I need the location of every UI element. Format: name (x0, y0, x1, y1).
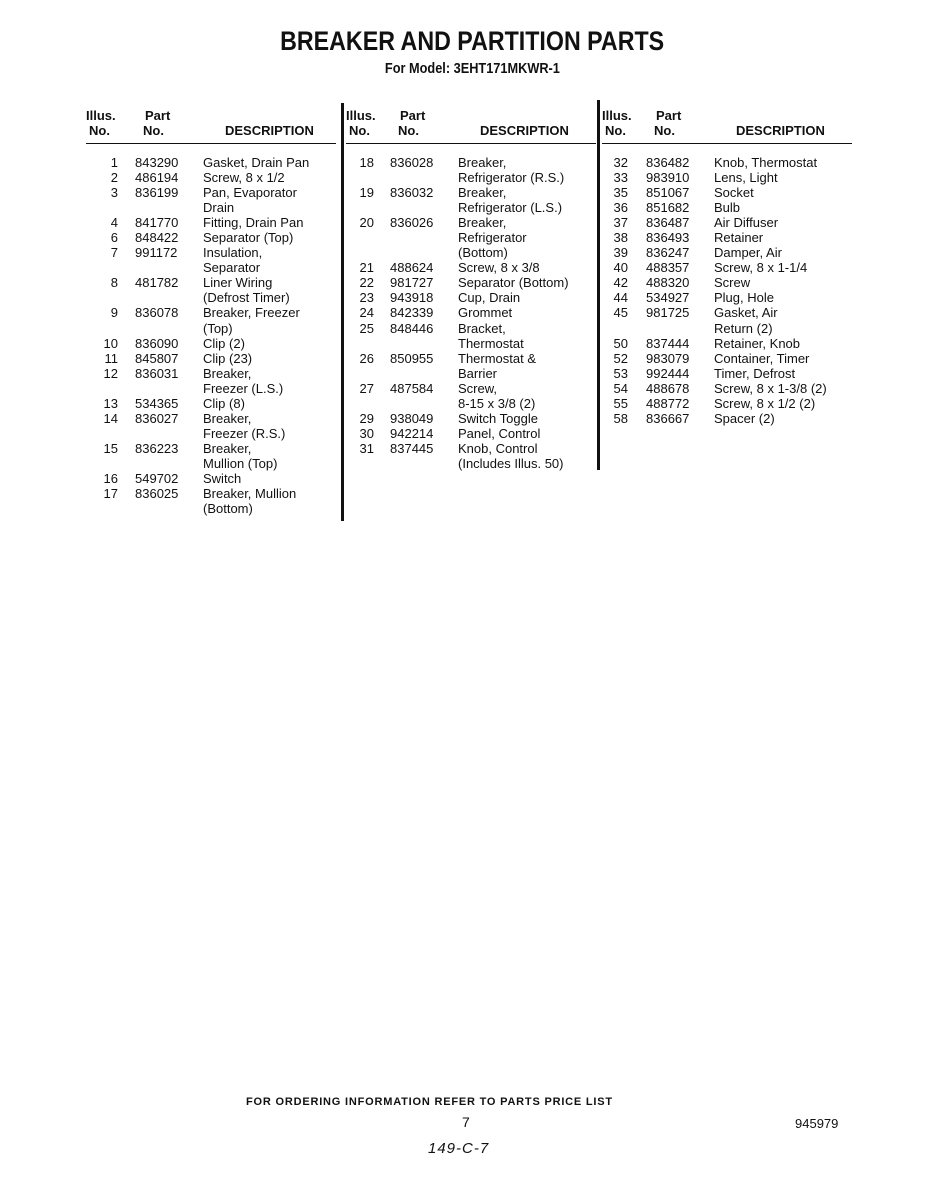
part-description: Liner Wiring (203, 275, 273, 291)
table-row (602, 230, 852, 245)
illus-number: 14 (103, 410, 118, 426)
table-row (346, 441, 596, 471)
part-number: 983910 (646, 170, 690, 186)
part-number: 488624 (390, 260, 434, 276)
part-number: 845807 (135, 350, 179, 366)
row-line (346, 290, 596, 305)
part-description: Pan, Evaporator (203, 185, 297, 201)
row-line (86, 351, 336, 366)
row-line (602, 321, 852, 336)
table-row (602, 155, 852, 170)
table-row (86, 230, 336, 245)
illus-number: 35 (613, 185, 628, 201)
part-number: 842339 (390, 305, 434, 321)
part-number: 843290 (135, 155, 179, 170)
part-number: 848446 (390, 320, 434, 336)
table-row (602, 260, 852, 275)
illus-number: 15 (103, 440, 118, 456)
part-description: Screw (714, 275, 751, 291)
document-number: 945979 (795, 1116, 839, 1131)
description-header: DESCRIPTION (736, 123, 825, 138)
illus-number: 17 (103, 486, 118, 502)
row-line (86, 155, 336, 170)
illus-number: 12 (103, 365, 118, 381)
table-row (602, 305, 852, 335)
description-header: DESCRIPTION (225, 123, 314, 138)
description-header: DESCRIPTION (480, 123, 569, 138)
part-description: Plug, Hole (714, 290, 774, 306)
part-number: 938049 (390, 410, 434, 426)
part-number: 981725 (646, 305, 690, 321)
part-description: Separator (Top) (203, 230, 294, 246)
part-description: 8-15 x 3/8 (2) (458, 395, 536, 411)
table-row (346, 411, 596, 426)
part-description: Spacer (2) (714, 410, 775, 426)
row-line (346, 185, 596, 200)
row-line (602, 155, 852, 170)
illus-number: 50 (613, 335, 628, 351)
row-line (346, 245, 596, 260)
table-row (602, 396, 852, 411)
table-row (86, 471, 336, 486)
table-row (346, 351, 596, 381)
table-header (86, 108, 336, 144)
table-row (346, 305, 596, 320)
part-number: 534365 (135, 395, 179, 411)
part-description: Knob, Thermostat (714, 155, 818, 170)
part-number: 836487 (646, 215, 690, 231)
part-description: Screw, (458, 380, 498, 396)
part-header-line2: No. (654, 123, 675, 138)
part-number: 836493 (646, 230, 690, 246)
part-description: Drain (203, 200, 235, 216)
table-header (602, 108, 852, 144)
part-description: Retainer (714, 230, 764, 246)
part-description: Return (2) (714, 320, 773, 336)
row-line (346, 351, 596, 366)
part-number: 836031 (135, 365, 179, 381)
row-line (602, 336, 852, 351)
row-line (346, 275, 596, 290)
row-line (602, 275, 852, 290)
part-description: Breaker, (458, 155, 507, 170)
part-number: 981727 (390, 275, 434, 291)
part-number: 848422 (135, 230, 179, 246)
column-divider (597, 100, 600, 470)
part-description: Thermostat (458, 335, 524, 351)
illus-header-line1: Illus. (86, 108, 116, 123)
illus-header-line2: No. (89, 123, 110, 138)
table-row (602, 411, 852, 426)
illus-number: 40 (613, 260, 628, 276)
illus-number: 16 (103, 470, 118, 486)
part-number: 836223 (135, 440, 179, 456)
row-line (346, 170, 596, 185)
illus-number: 45 (613, 305, 628, 321)
table-row (86, 305, 336, 335)
part-description: Screw, 8 x 1-1/4 (714, 260, 808, 276)
part-description: Gasket, Drain Pan (203, 155, 310, 170)
part-description: Damper, Air (714, 245, 782, 261)
part-number: 836027 (135, 410, 179, 426)
row-line (602, 215, 852, 230)
row-line (602, 290, 852, 305)
part-header-line1: Part (400, 108, 426, 123)
part-header-line2: No. (398, 123, 419, 138)
row-line (86, 501, 336, 516)
row-line (346, 426, 596, 441)
row-line (86, 200, 336, 215)
part-description: Panel, Control (458, 425, 541, 441)
illus-header-line1: Illus. (346, 108, 376, 123)
part-number: 488772 (646, 395, 690, 411)
part-header-line1: Part (656, 108, 682, 123)
row-line (602, 200, 852, 215)
row-line (346, 396, 596, 411)
part-number: 836026 (390, 215, 434, 231)
row-line (346, 215, 596, 230)
row-line (602, 396, 852, 411)
row-line (346, 381, 596, 396)
row-line (86, 290, 336, 305)
table-row (86, 215, 336, 230)
table-row (86, 155, 336, 170)
illus-number: 30 (359, 425, 374, 441)
part-number: 836667 (646, 410, 690, 426)
row-line (86, 396, 336, 411)
part-description: Breaker, (458, 185, 507, 201)
illus-number: 4 (110, 215, 118, 231)
illus-number: 33 (613, 170, 628, 186)
table-row (346, 215, 596, 260)
part-number: 836090 (135, 335, 179, 351)
illus-number: 26 (359, 350, 374, 366)
row-line (346, 305, 596, 320)
row-line (86, 366, 336, 381)
table-row (346, 155, 596, 185)
row-line (602, 366, 852, 381)
row-line (86, 260, 336, 275)
part-description: Grommet (458, 305, 513, 321)
illus-number: 54 (613, 380, 628, 396)
part-description: (Bottom) (203, 501, 253, 517)
part-number: 487584 (390, 380, 434, 396)
header-rule (602, 143, 852, 144)
part-description: Gasket, Air (714, 305, 778, 321)
row-line (86, 275, 336, 290)
part-number: 836247 (646, 245, 690, 261)
illus-number: 11 (104, 350, 118, 366)
parts-list (346, 155, 596, 471)
part-number: 836078 (135, 305, 179, 321)
part-description: (Includes Illus. 50) (458, 455, 564, 471)
part-description: Refrigerator (458, 230, 527, 246)
parts-column-3 (602, 108, 852, 426)
row-line (602, 245, 852, 260)
header-rule (86, 143, 336, 144)
table-header (346, 108, 596, 144)
illus-number: 21 (359, 260, 374, 276)
table-row (346, 275, 596, 290)
part-number: 836482 (646, 155, 690, 170)
illus-number: 13 (103, 395, 118, 411)
table-row (602, 215, 852, 230)
illus-number: 2 (110, 170, 118, 186)
row-line (86, 456, 336, 471)
part-description: Timer, Defrost (714, 365, 796, 381)
illus-header-line1: Illus. (602, 108, 632, 123)
illus-number: 29 (359, 410, 374, 426)
part-description: Refrigerator (L.S.) (458, 200, 563, 216)
row-line (86, 381, 336, 396)
part-description: (Top) (203, 320, 233, 336)
illus-number: 22 (359, 275, 374, 291)
row-line (602, 411, 852, 426)
table-row (86, 366, 336, 396)
column-divider (341, 103, 344, 521)
part-number: 942214 (390, 425, 434, 441)
row-line (86, 170, 336, 185)
table-row (602, 170, 852, 185)
illus-header-line2: No. (605, 123, 626, 138)
illus-number: 20 (359, 215, 374, 231)
part-description: Screw, 8 x 1/2 (2) (714, 395, 816, 411)
part-description: Freezer (R.S.) (203, 425, 286, 441)
parts-column-2 (346, 108, 596, 471)
illus-number: 52 (613, 350, 628, 366)
table-row (86, 396, 336, 411)
part-number: 851682 (646, 200, 690, 216)
row-line (346, 155, 596, 170)
table-row (86, 275, 336, 305)
row-line (86, 185, 336, 200)
part-description: Mullion (Top) (203, 455, 278, 471)
row-line (86, 305, 336, 320)
part-description: Screw, 8 x 3/8 (458, 260, 540, 276)
row-line (602, 170, 852, 185)
part-number: 488357 (646, 260, 690, 276)
part-description: Retainer, Knob (714, 335, 801, 351)
illus-number: 42 (613, 275, 628, 291)
model-subtitle: For Model: 3EHT171MKWR-1 (384, 60, 560, 77)
illus-number: 25 (359, 320, 374, 336)
row-line (602, 260, 852, 275)
part-description: Freezer (L.S.) (203, 380, 284, 396)
row-line (346, 441, 596, 456)
table-row (86, 170, 336, 185)
parts-list (86, 155, 336, 516)
part-description: Lens, Light (714, 170, 778, 186)
illus-number: 7 (110, 245, 118, 261)
part-description: Clip (2) (203, 335, 245, 351)
table-row (86, 185, 336, 215)
row-line (86, 215, 336, 230)
part-description: Air Diffuser (714, 215, 779, 231)
row-line (86, 426, 336, 441)
table-row (602, 275, 852, 290)
row-line (346, 366, 596, 381)
illus-number: 31 (359, 440, 374, 456)
part-header-line1: Part (145, 108, 171, 123)
part-number: 488320 (646, 275, 690, 291)
part-description: Bracket, (458, 320, 506, 336)
row-line (86, 336, 336, 351)
table-row (86, 245, 336, 275)
part-number: 841770 (135, 215, 179, 231)
part-description: Switch Toggle (458, 410, 538, 426)
part-description: Breaker, (203, 440, 252, 456)
illus-number: 8 (110, 275, 118, 291)
part-number: 481782 (135, 275, 179, 291)
part-number: 486194 (135, 170, 179, 186)
table-row (346, 290, 596, 305)
illus-number: 37 (613, 215, 628, 231)
part-description: Clip (8) (203, 395, 245, 411)
illus-number: 53 (613, 365, 628, 381)
table-row (346, 381, 596, 411)
part-number: 836025 (135, 486, 179, 502)
row-line (346, 456, 596, 471)
part-number: 983079 (646, 350, 690, 366)
part-description: Clip (23) (203, 350, 253, 366)
page-title: BREAKER AND PARTITION PARTS (280, 26, 665, 56)
part-number: 488678 (646, 380, 690, 396)
part-description: Knob, Control (458, 440, 538, 456)
row-line (346, 230, 596, 245)
illus-number: 3 (110, 185, 118, 201)
row-line (346, 321, 596, 336)
table-row (602, 245, 852, 260)
handwritten-note: 149-C-7 (428, 1140, 490, 1157)
part-description: Cup, Drain (458, 290, 521, 306)
part-number: 836032 (390, 185, 434, 201)
part-description: Breaker, (203, 365, 252, 381)
illus-number: 24 (359, 305, 374, 321)
part-description: Barrier (458, 365, 498, 381)
part-number: 836028 (390, 155, 434, 170)
illus-number: 18 (359, 155, 374, 170)
row-line (86, 245, 336, 260)
table-row (86, 441, 336, 471)
row-line (86, 321, 336, 336)
table-row (602, 290, 852, 305)
table-row (86, 486, 336, 516)
part-description: Screw, 8 x 1/2 (203, 170, 285, 186)
part-description: Bulb (714, 200, 741, 216)
row-line (602, 381, 852, 396)
row-line (86, 486, 336, 501)
table-row (602, 200, 852, 215)
table-row (346, 321, 596, 351)
part-header-line2: No. (143, 123, 164, 138)
illus-number: 27 (359, 380, 374, 396)
table-row (86, 411, 336, 441)
table-row (86, 336, 336, 351)
illus-number: 10 (103, 335, 118, 351)
part-number: 837445 (390, 440, 434, 456)
table-row (86, 351, 336, 366)
part-number: 534927 (646, 290, 690, 306)
part-description: Refrigerator (R.S.) (458, 170, 565, 186)
part-description: Socket (714, 185, 754, 201)
part-description: Switch (203, 470, 242, 486)
row-line (602, 351, 852, 366)
illus-number: 1 (110, 155, 118, 170)
row-line (86, 230, 336, 245)
illus-number: 38 (613, 230, 628, 246)
parts-column-1 (86, 108, 336, 516)
part-description: Insulation, (203, 245, 263, 261)
row-line (86, 471, 336, 486)
row-line (346, 336, 596, 351)
part-description: Breaker, Mullion (203, 486, 297, 502)
illus-number: 19 (359, 185, 374, 201)
row-line (346, 260, 596, 275)
part-number: 549702 (135, 470, 179, 486)
illus-number: 39 (613, 245, 628, 261)
part-description: Breaker, (203, 410, 252, 426)
illus-header-line2: No. (349, 123, 370, 138)
part-description: Screw, 8 x 1-3/8 (2) (714, 380, 827, 396)
table-row (602, 185, 852, 200)
row-line (86, 441, 336, 456)
illus-number: 36 (613, 200, 628, 216)
row-line (86, 411, 336, 426)
illus-number: 32 (613, 155, 628, 170)
row-line (346, 200, 596, 215)
part-number: 837444 (646, 335, 690, 351)
part-description: Container, Timer (714, 350, 810, 366)
part-number: 992444 (646, 365, 690, 381)
table-row (602, 351, 852, 366)
part-description: Separator (203, 260, 261, 276)
row-line (346, 411, 596, 426)
part-description: Separator (Bottom) (458, 275, 569, 291)
illus-number: 9 (110, 305, 118, 321)
page-number: 7 (462, 1114, 470, 1130)
part-description: (Bottom) (458, 245, 508, 261)
part-description: Breaker, (458, 215, 507, 231)
ordering-note: FOR ORDERING INFORMATION REFER TO PARTS PRICE LIST (246, 1096, 613, 1108)
part-description: Thermostat & (458, 350, 537, 366)
row-line (602, 185, 852, 200)
part-number: 851067 (646, 185, 690, 201)
part-number: 991172 (135, 245, 178, 261)
table-row (602, 366, 852, 381)
row-line (602, 230, 852, 245)
part-number: 943918 (390, 290, 434, 306)
illus-number: 6 (110, 230, 118, 246)
table-row (346, 185, 596, 215)
part-description: Breaker, Freezer (203, 305, 300, 321)
table-row (602, 336, 852, 351)
illus-number: 58 (613, 410, 628, 426)
illus-number: 44 (613, 290, 628, 306)
illus-number: 55 (613, 395, 628, 411)
illus-number: 23 (359, 290, 374, 306)
part-description: Fitting, Drain Pan (203, 215, 304, 231)
row-line (602, 305, 852, 320)
header-rule (346, 143, 596, 144)
parts-list (602, 155, 852, 426)
table-row (346, 260, 596, 275)
part-number: 850955 (390, 350, 434, 366)
table-row (346, 426, 596, 441)
part-description: (Defrost Timer) (203, 290, 290, 306)
part-number: 836199 (135, 185, 179, 201)
table-row (602, 381, 852, 396)
